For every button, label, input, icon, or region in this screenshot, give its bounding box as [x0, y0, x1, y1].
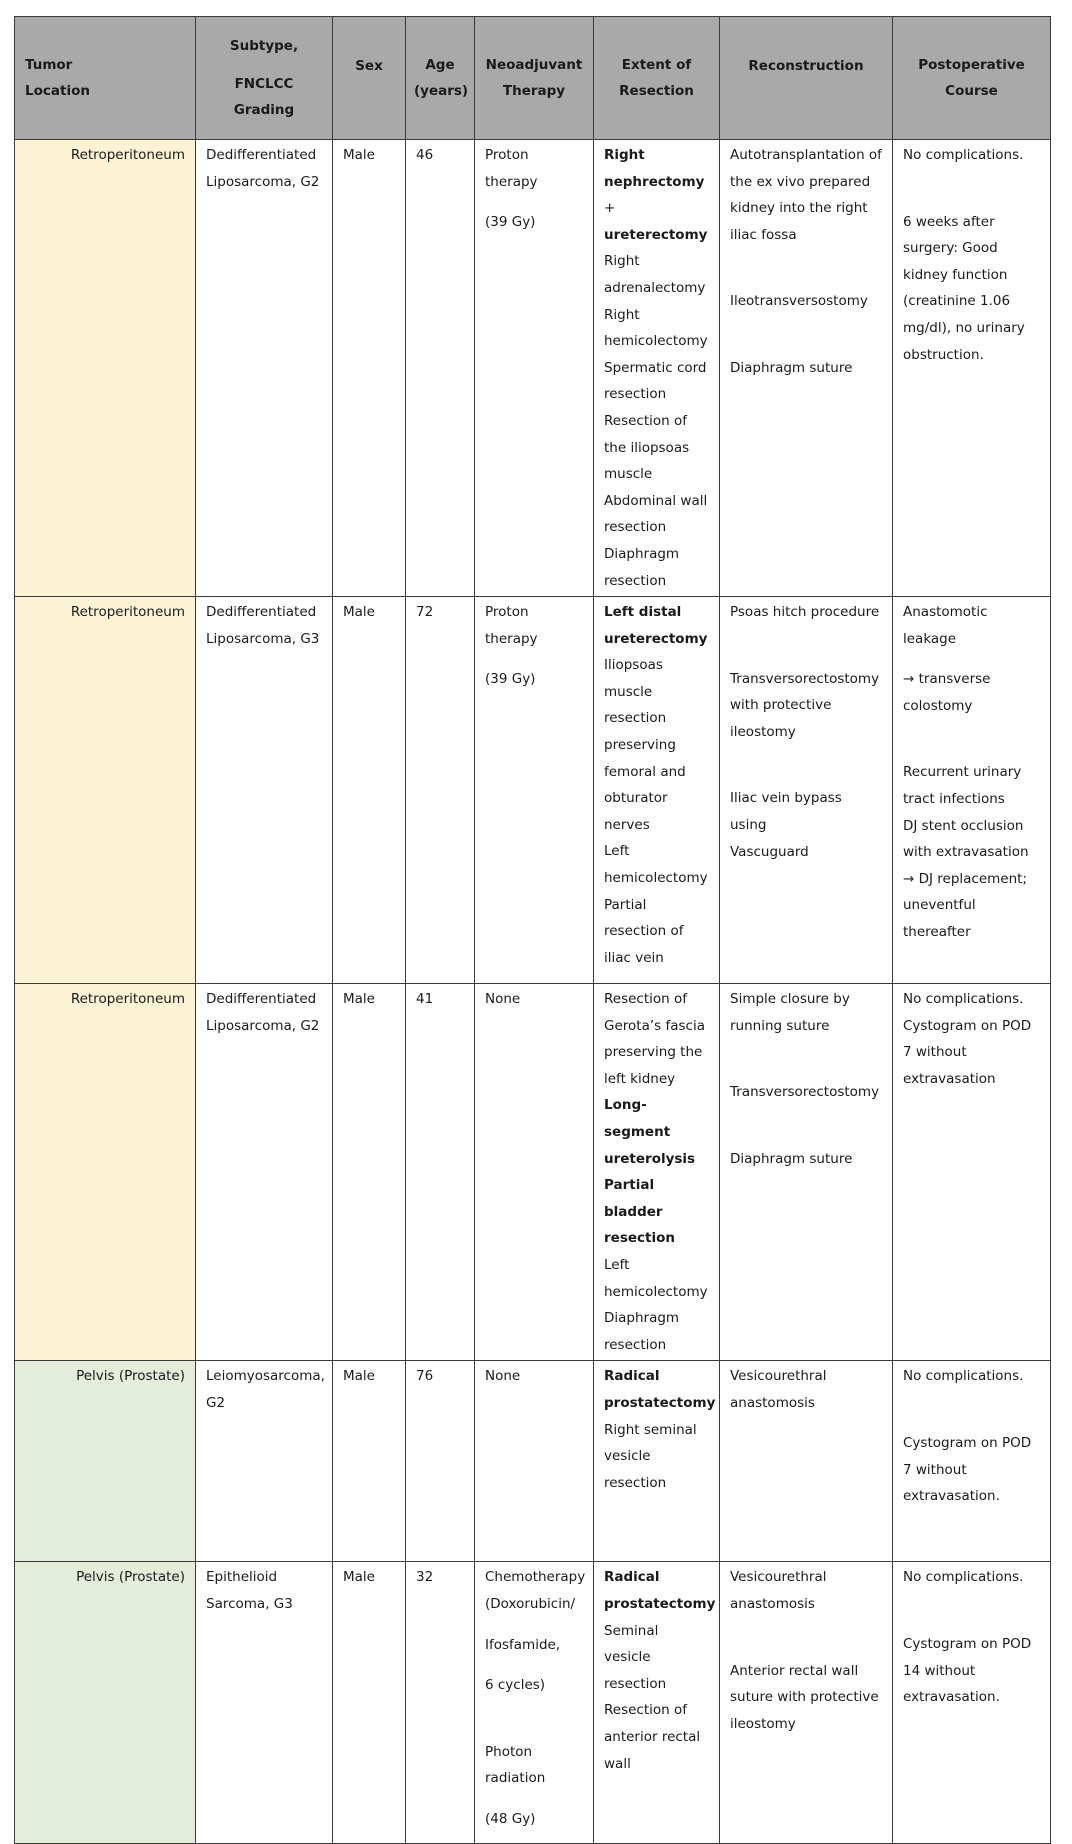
header-reconstruction: Reconstruction	[720, 17, 893, 140]
header-tumor-location: Tumor Location	[15, 17, 196, 140]
header-sex: Sex	[333, 17, 406, 140]
header-extent-of-resection: Extent of Resection	[594, 17, 720, 140]
cell-subtype: Dedifferentiated Liposarcoma, G3	[196, 597, 333, 984]
cell-neoadjuvant: Proton therapy (39 Gy)	[475, 597, 594, 984]
table-row	[15, 1562, 1051, 1844]
table-row	[15, 597, 1051, 984]
cell-age: 46	[406, 140, 475, 597]
cell-resection: Left distal ureterectomy Iliopsoas muscle resection preserving femoral and obturator nerves Left hemicolectomy Partial resection of iliac vein	[594, 597, 720, 984]
cell-age: 32	[406, 1562, 475, 1844]
header-age: Age (years)	[406, 17, 475, 140]
cell-postoperative-course: Anastomotic leakage → transverse colostomy Recurrent urinary tract infections DJ stent occlusion with extravasation → DJ replacement; uneventful thereafter	[893, 597, 1051, 984]
cell-postoperative-course: No complications. Cystogram on POD 7 without extravasation	[893, 984, 1051, 1361]
cell-sex: Male	[333, 1562, 406, 1844]
cell-tumor-location: Pelvis (Prostate)	[15, 1361, 196, 1562]
cell-resection: Resection of Gerota’s fascia preserving the left kidney Long-segment ureterolysis Partial bladder resection Left hemicolectomy Diaphragm resection	[594, 984, 720, 1361]
cell-subtype: Epithelioid Sarcoma, G3	[196, 1562, 333, 1844]
cell-tumor-location: Retroperitoneum	[15, 597, 196, 984]
cell-neoadjuvant: None	[475, 984, 594, 1361]
cell-neoadjuvant: Chemotherapy (Doxorubicin/ Ifosfamide, 6 cycles) Photon radiation (48 Gy)	[475, 1562, 594, 1844]
table-row	[15, 140, 1051, 597]
cell-tumor-location: Retroperitoneum	[15, 140, 196, 597]
cell-tumor-location: Pelvis (Prostate)	[15, 1562, 196, 1844]
cell-age: 72	[406, 597, 475, 984]
cell-reconstruction: Vesicourethral anastomosis	[720, 1361, 893, 1562]
cell-neoadjuvant: None	[475, 1361, 594, 1562]
table-row	[15, 984, 1051, 1361]
cell-resection: Radical prostatectomy Right seminal vesicle resection	[594, 1361, 720, 1562]
cell-subtype: Dedifferentiated Liposarcoma, G2	[196, 140, 333, 597]
cell-sex: Male	[333, 140, 406, 597]
cell-age: 41	[406, 984, 475, 1361]
cell-postoperative-course: No complications. Cystogram on POD 14 without extravasation.	[893, 1562, 1051, 1844]
cell-reconstruction: Psoas hitch procedure Transversorectostomy with protective ileostomy Iliac vein bypass using Vascuguard	[720, 597, 893, 984]
cell-postoperative-course: No complications. Cystogram on POD 7 without extravasation.	[893, 1361, 1051, 1562]
cell-reconstruction: Vesicourethral anastomosis Anterior rectal wall suture with protective ileostomy	[720, 1562, 893, 1844]
cell-sex: Male	[333, 984, 406, 1361]
table-header-row	[15, 17, 1051, 140]
cell-sex: Male	[333, 597, 406, 984]
table-row	[15, 1361, 1051, 1562]
surgical-outcomes-table	[14, 16, 1051, 1844]
cell-reconstruction: Simple closure by running suture Transversorectostomy Diaphragm suture	[720, 984, 893, 1361]
cell-reconstruction: Autotransplantation of the ex vivo prepared kidney into the right iliac fossa Ileotransversostomy Diaphragm suture	[720, 140, 893, 597]
cell-sex: Male	[333, 1361, 406, 1562]
cell-subtype: Dedifferentiated Liposarcoma, G2	[196, 984, 333, 1361]
cell-postoperative-course: No complications. 6 weeks after surgery: Good kidney function (creatinine 1.06 mg/dl), no urinary obstruction.	[893, 140, 1051, 597]
cell-tumor-location: Retroperitoneum	[15, 984, 196, 1361]
header-subtype-grading: Subtype, FNCLCC Grading	[196, 17, 333, 140]
header-postoperative-course: Postoperative Course	[893, 17, 1051, 140]
cell-resection: Right nephrectomy + ureterectomy Right adrenalectomy Right hemicolectomy Spermatic cord resection Resection of the iliopsoas muscle Abdominal wall resection Diaphragm resection	[594, 140, 720, 597]
cell-neoadjuvant: Proton therapy (39 Gy)	[475, 140, 594, 597]
cell-age: 76	[406, 1361, 475, 1562]
cell-subtype: Leiomyosarcoma, G2	[196, 1361, 333, 1562]
cell-resection: Radical prostatectomy Seminal vesicle resection Resection of anterior rectal wall	[594, 1562, 720, 1844]
header-neoadjuvant-therapy: Neoadjuvant Therapy	[475, 17, 594, 140]
